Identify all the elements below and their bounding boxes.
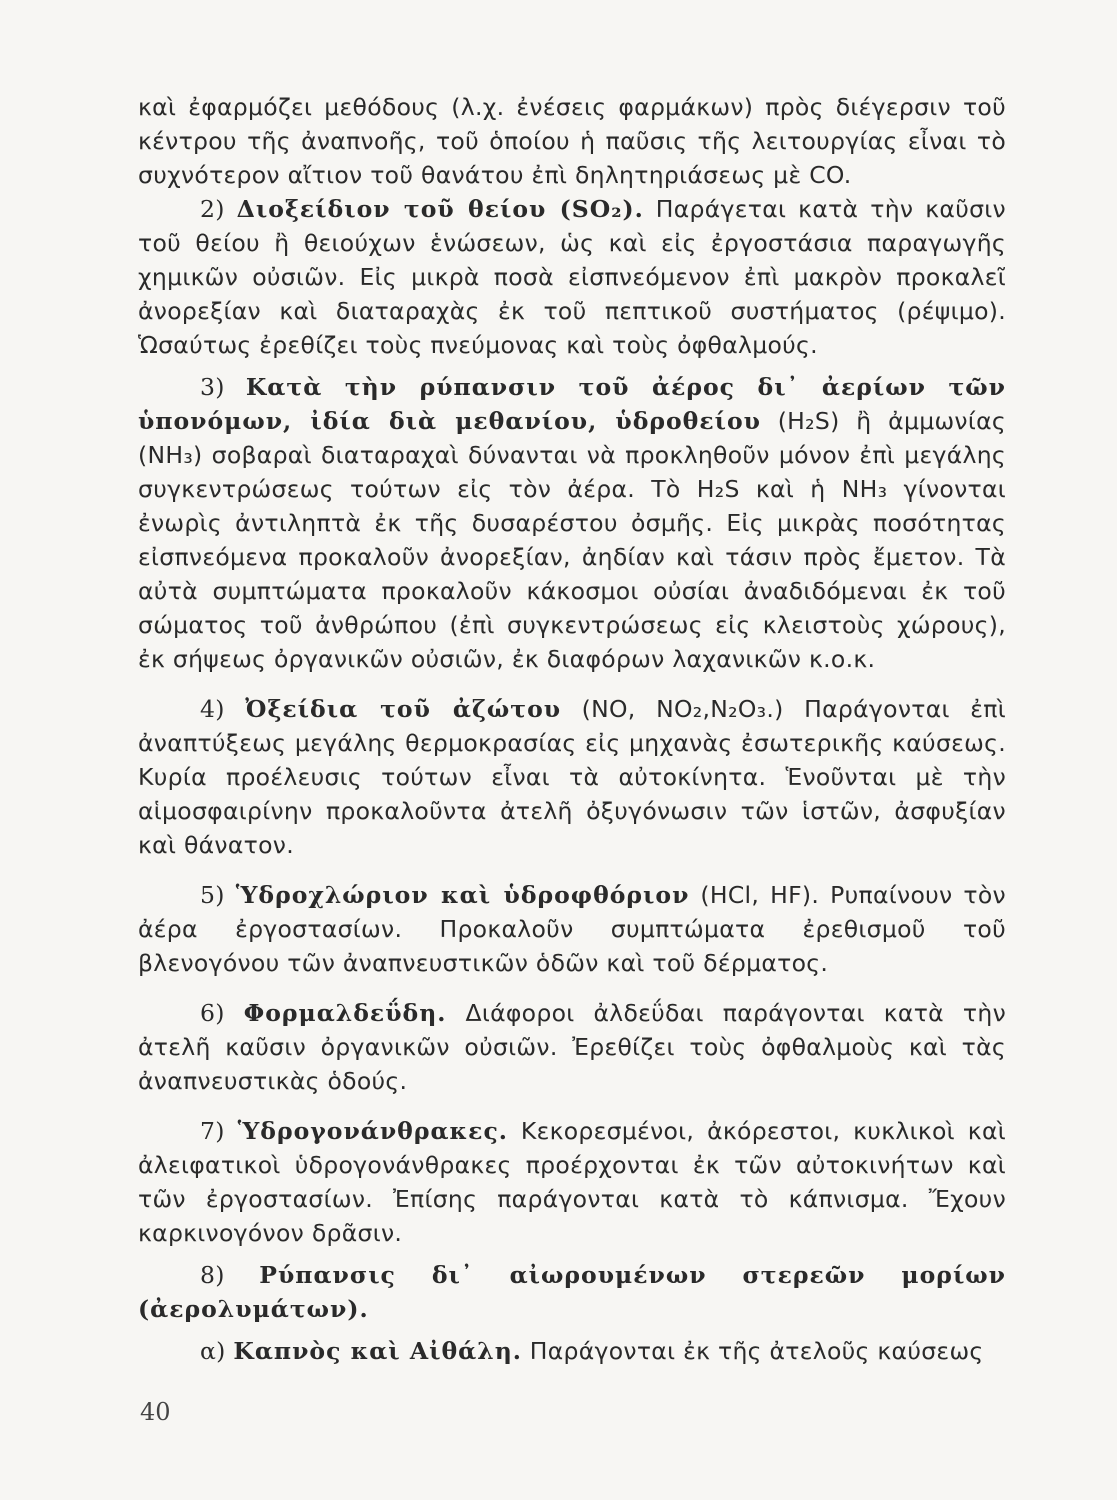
section-7 [138, 1114, 1006, 1250]
section-7-number: 7) [200, 1117, 225, 1145]
section-4-number: 4) [200, 695, 225, 723]
page-number: 40 [140, 1398, 171, 1426]
section-6-heading: Φορμαλδεΰδη. [243, 999, 447, 1027]
section-5 [138, 878, 1006, 980]
section-6 [138, 996, 1006, 1098]
section-8-number: 8) [200, 1261, 225, 1289]
section-8a-number: α) [200, 1337, 226, 1365]
section-3-text: (H₂S) ἢ ἀμμωνίας (NH₃) σοβαραὶ διαταραχαὶ δύνανται νὰ προκληθοῦν μόνον ἐπὶ μεγάλης συγκεντρώσεως τούτων εἰς τὸν ἀέρα. Τὸ H₂S καὶ ἡ NH₃ γίνονται ἐνωρὶς ἀντιληπτὰ ἐκ τῆς δυσαρέστου ὀσμῆς. Εἰς μικρὰς ποσότητας εἰσπνεόμενα προκαλοῦν ἀνορεξίαν, ἀηδίαν καὶ τάσιν πρὸς ἔμετον. Τὰ αὐτὰ συμπτώματα προκαλοῦν κάκοσμοι οὐσίαι ἀναδιδόμεναι ἐκ τοῦ σώματος τοῦ ἀνθρώπου (ἐπὶ συγκεντρώσεως εἰς κλειστοὺς χώρους), ἐκ σήψεως ὀργανικῶν οὐσιῶν, ἐκ διαφόρων λαχανικῶν κ.ο.κ. [138, 407, 1006, 673]
section-5-heading: Ὑδροχλώριον καὶ ὑδροφθόριον [235, 881, 690, 909]
section-4-heading: Ὀξείδια τοῦ ἀζώτου [245, 695, 562, 723]
section-8a-text: Παράγονται ἐκ τῆς ἀτελοῦς καύσεως [529, 1337, 984, 1365]
section-8-heading: Ρύπανσις δι᾽ αἰωρουμένων στερεῶν μορίων (ἀερολυμάτων). [138, 1261, 1006, 1323]
section-8a [138, 1334, 1006, 1368]
section-3-number: 3) [200, 373, 225, 401]
intro-text: καὶ ἐφαρμόζει μεθόδους (λ.χ. ἐνέσεις φαρμάκων) πρὸς διέγερσιν τοῦ κέντρου τῆς ἀναπνοῆς, τοῦ ὁποίου ἡ παῦσις τῆς λειτουργίας εἶναι τὸ συχνότερον αἴτιον τοῦ θανάτου ἐπὶ δηλητηριάσεως μὲ CO. [138, 93, 1006, 189]
section-6-number: 6) [200, 999, 225, 1027]
section-6-text: Διάφοροι ἀλδεΰδαι παράγονται κατὰ τὴν ἀτελῆ καῦσιν ὀργανικῶν οὐσιῶν. Ἐρεθίζει τοὺς ὀφθαλμοὺς καὶ τὰς ἀναπνευστικὰς ὁδούς. [138, 999, 1006, 1095]
section-4 [138, 692, 1006, 862]
section-8a-heading: Καπνὸς καὶ Αἰθάλη. [233, 1337, 522, 1365]
section-2 [138, 192, 1006, 362]
section-2-heading: Διοξείδιον τοῦ θείου (SO₂). [236, 195, 644, 223]
section-5-number: 5) [200, 881, 225, 909]
section-5-text: (HCl, HF). Ρυπαίνουν τὸν ἀέρα ἐργοστασίων. Προκαλοῦν συμπτώματα ἐρεθισμοῦ τοῦ βλενογόνου τῶν ἀναπνευστικῶν ὁδῶν καὶ τοῦ δέρματος. [138, 881, 1006, 977]
section-3 [138, 370, 1006, 676]
section-2-text: Παράγεται κατὰ τὴν καῦσιν τοῦ θείου ἢ θειούχων ἑνώσεων, ὡς καὶ εἰς ἐργοστάσια παραγωγῆς χημικῶν οὐσιῶν. Εἰς μικρὰ ποσὰ εἰσπνεόμενον ἐπὶ μακρὸν προκαλεῖ ἀνορεξίαν καὶ διαταραχὰς ἐκ τοῦ πεπτικοῦ συστήματος (ρέψιμο). Ὡσαύτως ἐρεθίζει τοὺς πνεύμονας καὶ τοὺς ὀφθαλμούς. [138, 195, 1006, 359]
section-3-heading: Κατὰ τὴν ρύπανσιν τοῦ ἀέρος δι᾽ ἀερίων τῶν ὑπονόμων, ἰδία διὰ μεθανίου, ὑδροθείου [138, 373, 1006, 435]
section-7-heading: Ὑδρογονάνθρακες. [237, 1117, 508, 1145]
page-body [138, 90, 1006, 1368]
paragraph-intro [138, 90, 1006, 192]
section-4-text: (NO, NO₂,N₂O₃.) Παράγονται ἐπὶ ἀναπτύξεως μεγάλης θερμοκρασίας εἰς μηχανὰς ἐσωτερικῆς καύσεως. Κυρία προέλευσις τούτων εἶναι τὰ αὐτοκίνητα. Ἑνοῦνται μὲ τὴν αἱμοσφαιρίνην προκαλοῦντα ἀτελῆ ὀξυγόνωσιν τῶν ἱστῶν, ἀσφυξίαν καὶ θάνατον. [138, 695, 1006, 859]
section-7-text: Κεκορεσμένοι, ἀκόρεστοι, κυκλικοὶ καὶ ἀλειφατικοὶ ὑδρογονάνθρακες προέρχονται ἐκ τῶν αὐτοκινήτων καὶ τῶν ἐργοστασίων. Ἐπίσης παράγονται κατὰ τὸ κάπνισμα. Ἔχουν καρκινογόνον δρᾶσιν. [138, 1117, 1006, 1247]
section-8 [138, 1258, 1006, 1326]
section-2-number: 2) [200, 195, 225, 223]
